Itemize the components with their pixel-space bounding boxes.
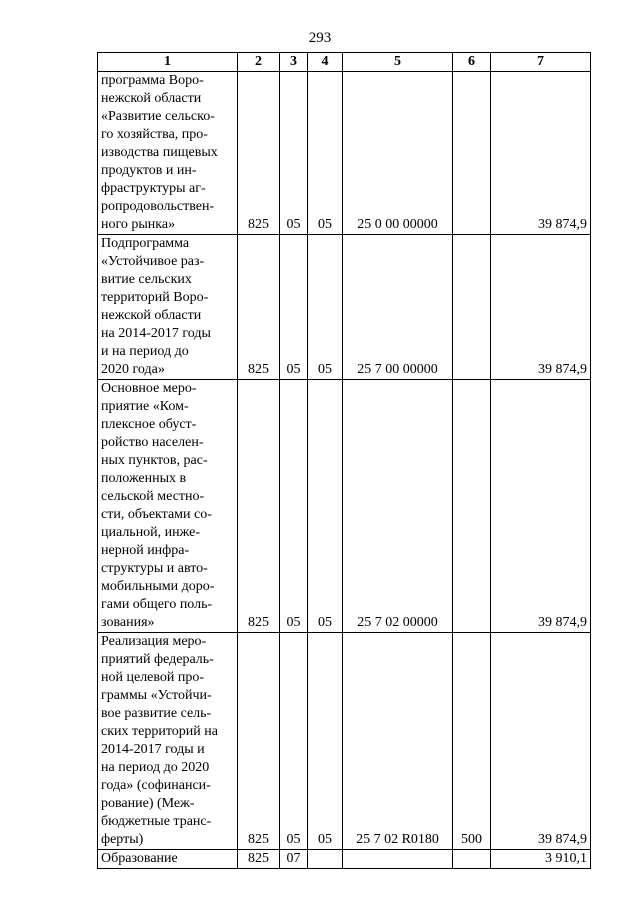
row-name-line: приятие «Ком- [101, 399, 189, 414]
row-name-line: нежской области [101, 308, 202, 323]
page-number: 293 [308, 30, 332, 46]
ministry-code-cell: 825 [238, 380, 280, 633]
ministry-code-cell: 825 [238, 633, 280, 850]
section-code-cell: 05 [280, 380, 308, 633]
row-name-line: изводства пищевых [101, 145, 218, 160]
table-row [98, 380, 591, 633]
row-name-line: бюджетные транс- [101, 814, 212, 829]
row-name-line: нежской области [101, 91, 202, 106]
row-name-line: года» (софинанси- [101, 778, 211, 793]
subsection-code-cell: 05 [308, 235, 343, 380]
subsection-code-cell: 05 [308, 72, 343, 235]
row-name-line: плексное обуст- [101, 417, 197, 432]
row-name-line: на 2014-2017 годы [101, 326, 211, 341]
subsection-code-cell: 05 [308, 633, 343, 850]
expense-type-cell: 500 [453, 633, 491, 850]
col-header-1: 1 [98, 53, 238, 72]
row-name-line: «Устойчивое раз- [101, 254, 205, 269]
row-name-line: 2014-2017 годы и [101, 742, 205, 757]
col-header-4: 4 [308, 53, 343, 72]
table-row [98, 235, 591, 380]
section-code-cell: 05 [280, 235, 308, 380]
row-name-line: гами общего поль- [101, 597, 213, 612]
col-header-3: 3 [280, 53, 308, 72]
row-name-line: продуктов и ин- [101, 163, 197, 178]
row-name-line: положенных в [101, 471, 187, 486]
subsection-code-cell [308, 850, 343, 869]
section-code-cell: 07 [280, 850, 308, 869]
row-name-line: приятий федераль- [101, 652, 214, 667]
amount-cell: 3 910,1 [491, 850, 591, 869]
budget-table [97, 52, 591, 869]
row-name-line: рование) (Меж- [101, 796, 195, 811]
section-code-cell: 05 [280, 633, 308, 850]
expense-type-cell [453, 235, 491, 380]
target-article-cell: 25 7 02 R0180 [343, 633, 453, 850]
row-name-line: витие сельских [101, 272, 192, 287]
row-name-line: вое развитие сель- [101, 706, 212, 721]
row-name-line: и на период до [101, 344, 189, 359]
target-article-cell: 25 7 02 00000 [343, 380, 453, 633]
table-row [98, 633, 591, 850]
row-name-line: 2020 года» [101, 362, 165, 377]
col-header-6: 6 [453, 53, 491, 72]
expense-type-cell [453, 380, 491, 633]
table-row [98, 850, 591, 869]
table-row [98, 72, 591, 235]
row-name-line: мобильными доро- [101, 579, 215, 594]
amount-cell: 39 874,9 [491, 72, 591, 235]
col-header-5: 5 [343, 53, 453, 72]
col-header-2: 2 [238, 53, 280, 72]
ministry-code-cell: 825 [238, 72, 280, 235]
row-name-line: Реализация меро- [101, 634, 207, 649]
row-name-line: нерной инфра- [101, 543, 190, 558]
row-name-line: сти, объектами со- [101, 507, 212, 522]
row-name-line: ной целевой про- [101, 670, 205, 685]
amount-cell: 39 874,9 [491, 380, 591, 633]
target-article-cell [343, 850, 453, 869]
expense-type-cell [453, 72, 491, 235]
row-name-cell [98, 235, 238, 380]
ministry-code-cell: 825 [238, 850, 280, 869]
row-name-line: ских территорий на [101, 724, 218, 739]
row-name-line: структуры и авто- [101, 561, 208, 576]
target-article-cell: 25 0 00 00000 [343, 72, 453, 235]
row-name-line: ного рынка» [101, 217, 176, 232]
ministry-code-cell: 825 [238, 235, 280, 380]
row-name-line: Основное меро- [101, 381, 197, 396]
section-code-cell: 05 [280, 72, 308, 235]
target-article-cell: 25 7 00 00000 [343, 235, 453, 380]
row-name-line: территорий Воро- [101, 290, 209, 305]
row-name-line: Подпрограмма [101, 236, 190, 251]
row-name-line: «Развитие сельско- [101, 109, 215, 124]
header-row [98, 53, 591, 72]
row-name-cell [98, 850, 238, 869]
amount-cell: 39 874,9 [491, 235, 591, 380]
row-name-line: граммы «Устойчи- [101, 688, 212, 703]
row-name-line: фраструктуры аг- [101, 181, 206, 196]
amount-cell: 39 874,9 [491, 633, 591, 850]
row-name-line: программа Воро- [101, 73, 204, 88]
col-header-7: 7 [491, 53, 591, 72]
row-name-line: ройство населен- [101, 435, 204, 450]
row-name-line: ных пунктов, рас- [101, 453, 208, 468]
row-name-line: сельской местно- [101, 489, 205, 504]
row-name-line: циальной, инже- [101, 525, 201, 540]
subsection-code-cell: 05 [308, 380, 343, 633]
expense-type-cell [453, 850, 491, 869]
row-name-cell [98, 380, 238, 633]
row-name-line: Образование [101, 851, 178, 866]
row-name-cell [98, 72, 238, 235]
row-name-cell [98, 633, 238, 850]
row-name-line: на период до 2020 [101, 760, 210, 775]
row-name-line: ропродовольствен- [101, 199, 215, 214]
row-name-line: зования» [101, 615, 155, 630]
row-name-line: го хозяйства, про- [101, 127, 208, 142]
row-name-line: ферты) [101, 832, 144, 847]
